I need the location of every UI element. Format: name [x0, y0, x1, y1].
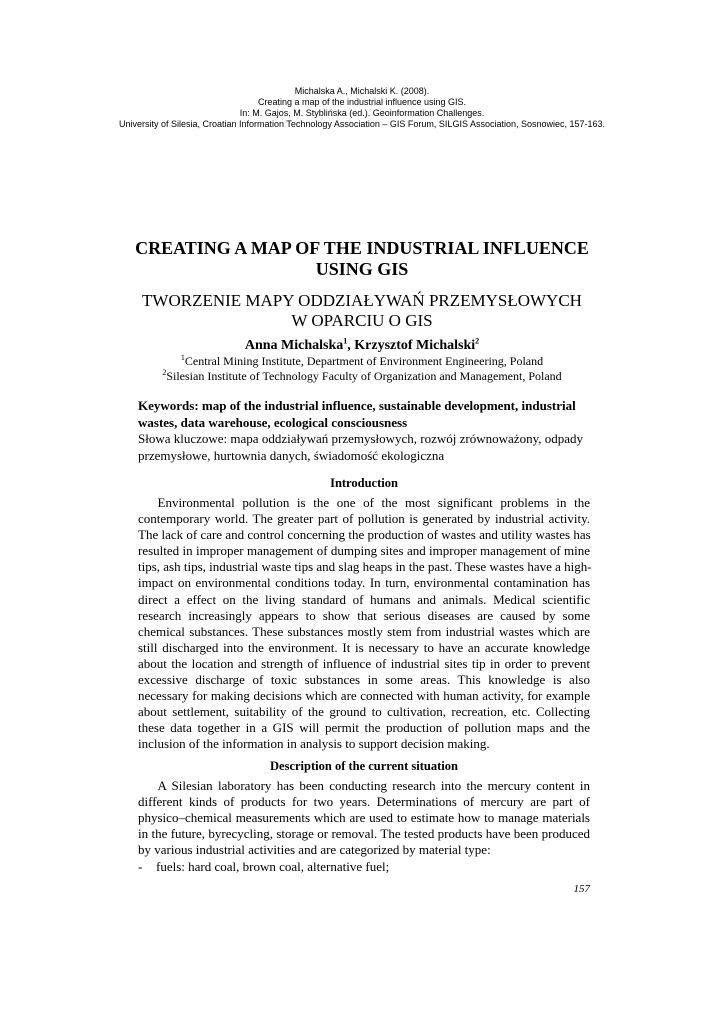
section-heading-introduction: Introduction [330, 476, 398, 490]
author-superscript: 2 [475, 336, 480, 346]
list-item-text: fuels: hard coal, brown coal, alternative fuel; [156, 859, 390, 874]
text-line: direct a effect on the living standard of humans and animals. Medical scientific [138, 591, 590, 607]
text-line: in the future, byrecycling, storage or removal. The tested products have been produced [138, 826, 590, 842]
text-line: physico–chemical measurements which are used to estimate how to manage materials [138, 810, 590, 826]
text-line: these data together in a GIS will permit the production of pollution maps and the [138, 720, 590, 736]
affiliation-text: Central Mining Institute, Department of Environment Engineering, Poland [184, 354, 544, 368]
title-line: TWORZENIE MAPY ODDZIAŁYWAŃ PRZEMYSŁOWYCH [142, 291, 582, 310]
text-line: about settlement, suitability of the ground to cultivation, recreation, etc. Collecting [138, 704, 590, 720]
keywords-block [138, 398, 590, 464]
affiliation [100, 354, 624, 369]
text-line: contemporary world. The greater part of pollution is generated by industrial activity. [138, 511, 590, 527]
citation-line: In: M. Gajos, M. Styblińska (ed.). Geoinformation Challenges. [239, 108, 485, 118]
text-line: tips, ash tips, industrial waste tips and slag heaps in the past. These wastes have a high- [138, 559, 592, 575]
text-line: resulted in improper management of dumping sites and improper management of mine [138, 543, 590, 559]
text-line: necessary for making decisions which are connected with human activity, for example [138, 688, 590, 704]
author-name: Anna Michalska [244, 338, 344, 353]
citation-line: Creating a map of the industrial influence using GIS. [257, 97, 467, 107]
affiliation-superscript: 1 [180, 353, 185, 362]
text-line: by various industrial activities and are categorized by material type: [138, 842, 491, 858]
paper-title-polish [100, 291, 624, 331]
text-line: impact on environmental conditions today. In turn, environmental contamination has [138, 575, 590, 591]
title-line: USING GIS [315, 259, 409, 279]
text-line: The lack of care and control concerning the production of wastes and utility wastes has [138, 527, 591, 543]
citation-header [100, 86, 624, 130]
author-name: Krzysztof Michalski [354, 338, 476, 353]
affiliation [100, 369, 624, 384]
citation-line: Michalska A., Michalski K. (2008). [294, 86, 430, 96]
text-line: A Silesian laboratory has been conducting research into the mercury content in [138, 778, 590, 793]
text-line: chemical substances. These substances mostly stem from industrial wastes which are [138, 623, 590, 639]
author-superscript: 1 [343, 336, 348, 346]
title-line: W OPARCIU O GIS [291, 311, 433, 330]
text-line: research increasingly appears to show that serious diseases are caused by some [138, 607, 590, 623]
current-situation-paragraph [138, 778, 590, 858]
list-item [138, 859, 389, 875]
text-line: Environmental pollution is the one of the most significant problems in the [138, 495, 590, 510]
text-line: about the location and strength of influence of industrial sites tip in order to prevent [138, 655, 590, 671]
author-separator: , [347, 338, 355, 353]
keywords-polish: Słowa kluczowe: mapa oddziaływań przemysłowych, rozwój zrównoważony, odpady przemysłowe, hurtownia danych, świadomość ekologiczna [138, 431, 583, 463]
bullet-dash: - [138, 859, 143, 874]
affiliation-text: Silesian Institute of Technology Faculty of Organization and Management, Poland [166, 369, 562, 383]
page-number: 157 [573, 883, 590, 895]
text-line: excessive discharge of toxic substances in some areas. This knowledge is also [138, 672, 590, 688]
paper-title-english [100, 238, 624, 280]
title-line: CREATING A MAP OF THE INDUSTRIAL INFLUENCE [135, 238, 589, 258]
section-heading-current-situation: Description of the current situation [270, 759, 458, 773]
affiliation-superscript: 2 [162, 368, 167, 377]
text-line: inclusion of the information in analysis to support decision making. [138, 736, 490, 752]
text-line: still discharged into the environment. It is necessary to have an accurate knowledge [138, 639, 590, 655]
citation-line: University of Silesia, Croatian Information Technology Association – GIS Forum, SILGIS Association, Sosnowiec, 157-163. [118, 119, 606, 129]
keywords-english: Keywords: map of the industrial influence, sustainable development, industrial wastes, data warehouse, ecological consciousness [138, 398, 576, 430]
text-line: different kinds of products for two years. Determinations of mercury are part of [138, 794, 590, 810]
introduction-paragraph [138, 495, 590, 753]
author-list [100, 337, 624, 355]
